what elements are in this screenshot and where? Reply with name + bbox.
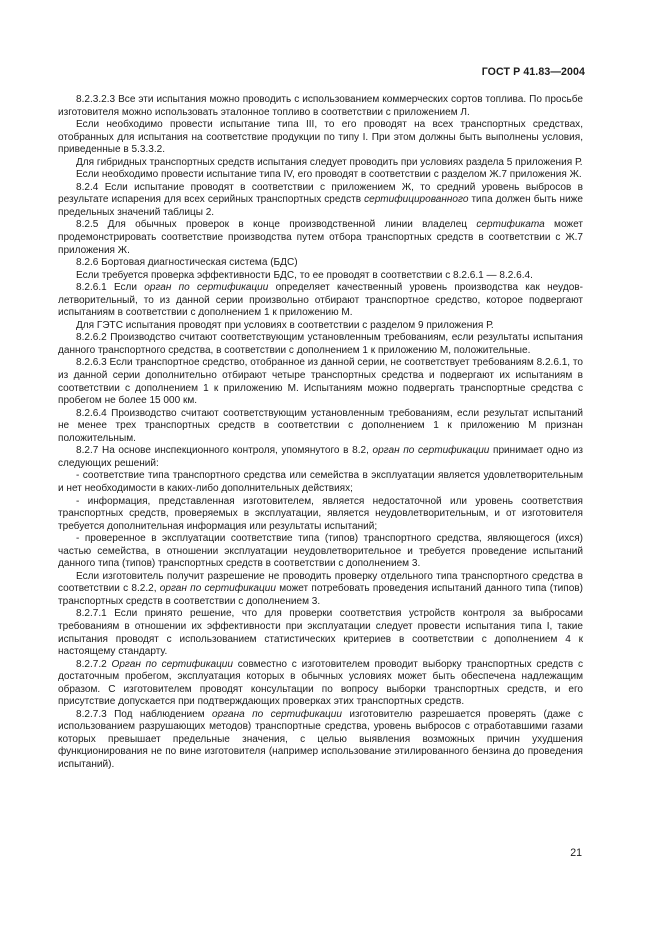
paragraph-text: 8.2.6.2 Производство считают соответствующим установленным требованиям, если результаты испытания данного транспортного средства, в соответствии с дополнением 1 к приложению М, положительные. (58, 332, 583, 356)
paragraph-text: 8.2.5 Для обычных проверок в конце производственной линии владелец (76, 219, 477, 231)
paragraph-8.2.7.2 (58, 659, 583, 709)
paragraph-8.2.6.3 (58, 357, 583, 407)
italic-term: орган по сертификации (372, 445, 490, 457)
document-body (58, 94, 583, 772)
paragraph-8.2.6-check (58, 270, 583, 283)
paragraph-text: 8.2.6.4 Производство считают соответствующим установленным требованиям, если результат испытаний не менее трех транспортных средств в соответствии с дополнением 1 к приложению М признан положительным. (58, 407, 583, 444)
paragraph-8.2.6.2 (58, 332, 583, 357)
italic-term: Орган по сертификации (111, 658, 233, 670)
paragraph-text: 8.2.4 Если испытание проводят в соответствии с приложением Ж, то средний уровень выбросов в результате испарения для всех серийных транспортных средств (58, 181, 583, 206)
italic-term: органа по сертификации (212, 708, 342, 720)
paragraph-text: Если требуется проверка эффективности БДС, то ее проводят в соответствии с 8.2.6.1 — 8.2.6.4. (76, 269, 533, 281)
standard-header: ГОСТ Р 41.83—2004 (481, 66, 585, 78)
paragraph-type-IV (58, 169, 583, 182)
paragraph-text: Если необходимо провести испытание типа III, то его проводят на всех транспортных средствах, отобранных для испытания на соответствие продукции по типу I. При этом должны быть выполнены условия, приведенные в 5.3.3.2. (58, 119, 583, 156)
paragraph-8.2.6 (58, 257, 583, 270)
paragraph-text: Если изготовитель получит разрешение не проводить проверку отдельного типа транспортного средства в соответствии с 8.2.2, (58, 570, 583, 595)
paragraph-8.2.3.2.3 (58, 94, 583, 119)
paragraph-8.2.4 (58, 182, 583, 220)
paragraph-type-III (58, 119, 583, 157)
paragraph-decision-1 (58, 470, 583, 495)
paragraph-text: Для ГЭТС испытания проводят при условиях в соответствии с разделом 9 приложения Р. (76, 319, 494, 331)
paragraph-text: 8.2.7.3 Под наблюдением (76, 708, 212, 720)
paragraph-hybrid (58, 157, 583, 170)
paragraph-text: 8.2.6.3 Если транспортное средство, отобранное из данной серии, не соответствует требованиям 8.2.6.1, то из данной серии дополнительно отбирают четыре транспортных средства и подвергают их испытаниям в соответствии с дополнением 1 к приложению М. Испытаниям можно подвергать транспортные средства с пробегом не более 15 000 км. (58, 357, 583, 407)
italic-term: сертифицированного (364, 194, 469, 206)
italic-term: сертификата (476, 219, 545, 231)
paragraph-text: совместно с изготовителем проводит выборку транспортных средств с достаточным пробегом, эксплуатация которых в обычных условиях может быть обеспечена надлежащим образом. С изготовителем проводят консультации по вопросу выборки транспортных средств, и его присутствие допускается при подтверждающих проверках этих транспортных средств. (58, 658, 584, 708)
paragraph-text: может потребовать проведения испытаний данного типа (типов) транспортных средств в соответствии с дополнением 3. (58, 583, 583, 607)
paragraph-text: - соответствие типа транспортного средства или семейства в эксплуатации является удовлетворительным и нет необходимости в каких-либо дополнительных действиях; (58, 470, 583, 494)
paragraph-text: 8.2.7 На основе инспекционного контроля, упомянутого в 8.2, (76, 445, 373, 457)
paragraph-text: принимает одно из следующих решений: (58, 445, 583, 469)
paragraph-decision-3 (58, 533, 583, 571)
paragraph-text: определяет качественный уровень производства как неудовлетворительный, то из данной серии произвольно отбирают транспортное средство, которое подвергают испытаниям в соответствии с дополнением 1 к приложению М. (58, 282, 583, 319)
paragraph-text: 8.2.6 Бортовая диагностическая система (БДС) (76, 257, 298, 269)
italic-term: орган по сертификации (159, 583, 276, 595)
paragraph-text: 8.2.3.2.3 Все эти испытания можно проводить с использованием коммерческих сортов топлива. По просьбе изготовителя можно использовать эталонное топливо в соответствии с приложением Л. (58, 94, 583, 118)
paragraph-text: - проверенное в эксплуатации соответствие типа (типов) транспортного средства, являющегося (ихся) частью семейства, в отношении эксплуатации неудовлетворительное и требуется проведение испытаний данного типа (типов) транспортных средств в соответствии с дополнением 3. (58, 533, 583, 570)
paragraph-8.2.7.3 (58, 709, 583, 772)
paragraph-8.2.2-permission (58, 571, 583, 609)
paragraph-text: Если необходимо провести испытание типа IV, его проводят в соответствии с разделом Ж.7 приложения Ж. (76, 169, 582, 181)
paragraph-text: изготовителю разрешается проверять (даже с использованием разрушающих методов) транспортные средства, уровень выбросов с отработавшими газами которых превышает предельные значения, с целью выявления возможных причин ухудшения функционирования не по вине изготовителя (например использование этилированного бензина до проведения испытаний). (58, 708, 583, 770)
paragraph-8.2.6.1 (58, 282, 583, 320)
paragraph-8.2.6.4 (58, 408, 583, 446)
paragraph-8.2.7.1 (58, 608, 583, 658)
page-number: 21 (570, 847, 582, 859)
paragraph-text: 8.2.6.1 Если (76, 282, 145, 294)
paragraph-8.2.5 (58, 219, 583, 257)
paragraph-text: 8.2.7.2 (76, 658, 112, 670)
paragraph-text: может продемонстрировать соответствие производства путем отбора транспортных средств в соответствии с Ж.7 приложения Ж. (58, 219, 583, 256)
paragraph-decision-2 (58, 496, 583, 534)
italic-term: орган по сертификации (144, 282, 269, 294)
paragraph-8.2.7 (58, 445, 583, 470)
paragraph-gets (58, 320, 583, 333)
paragraph-text: - информация, представленная изготовителем, является недостаточной или уровень соответствия транспортных средств, проверяемых в эксплуатации, является неудовлетворительным, и от изготовителя требуется дополнительная информация или результаты испытаний; (58, 495, 583, 532)
paragraph-text: Для гибридных транспортных средств испытания следует проводить при условиях раздела 5 приложения Р. (76, 156, 583, 168)
paragraph-text: 8.2.7.1 Если принято решение, что для проверки соответствия устройств контроля за выбросами требованиям в отношении их эффективности при эксплуатации следует провести испытания типа I, такие испытания проводят с использованием статистических критериев в соответствии с дополнением 4 к настоящему стандарту. (58, 608, 583, 658)
paragraph-text: типа должен быть ниже предельных значений таблицы 2. (58, 194, 583, 218)
